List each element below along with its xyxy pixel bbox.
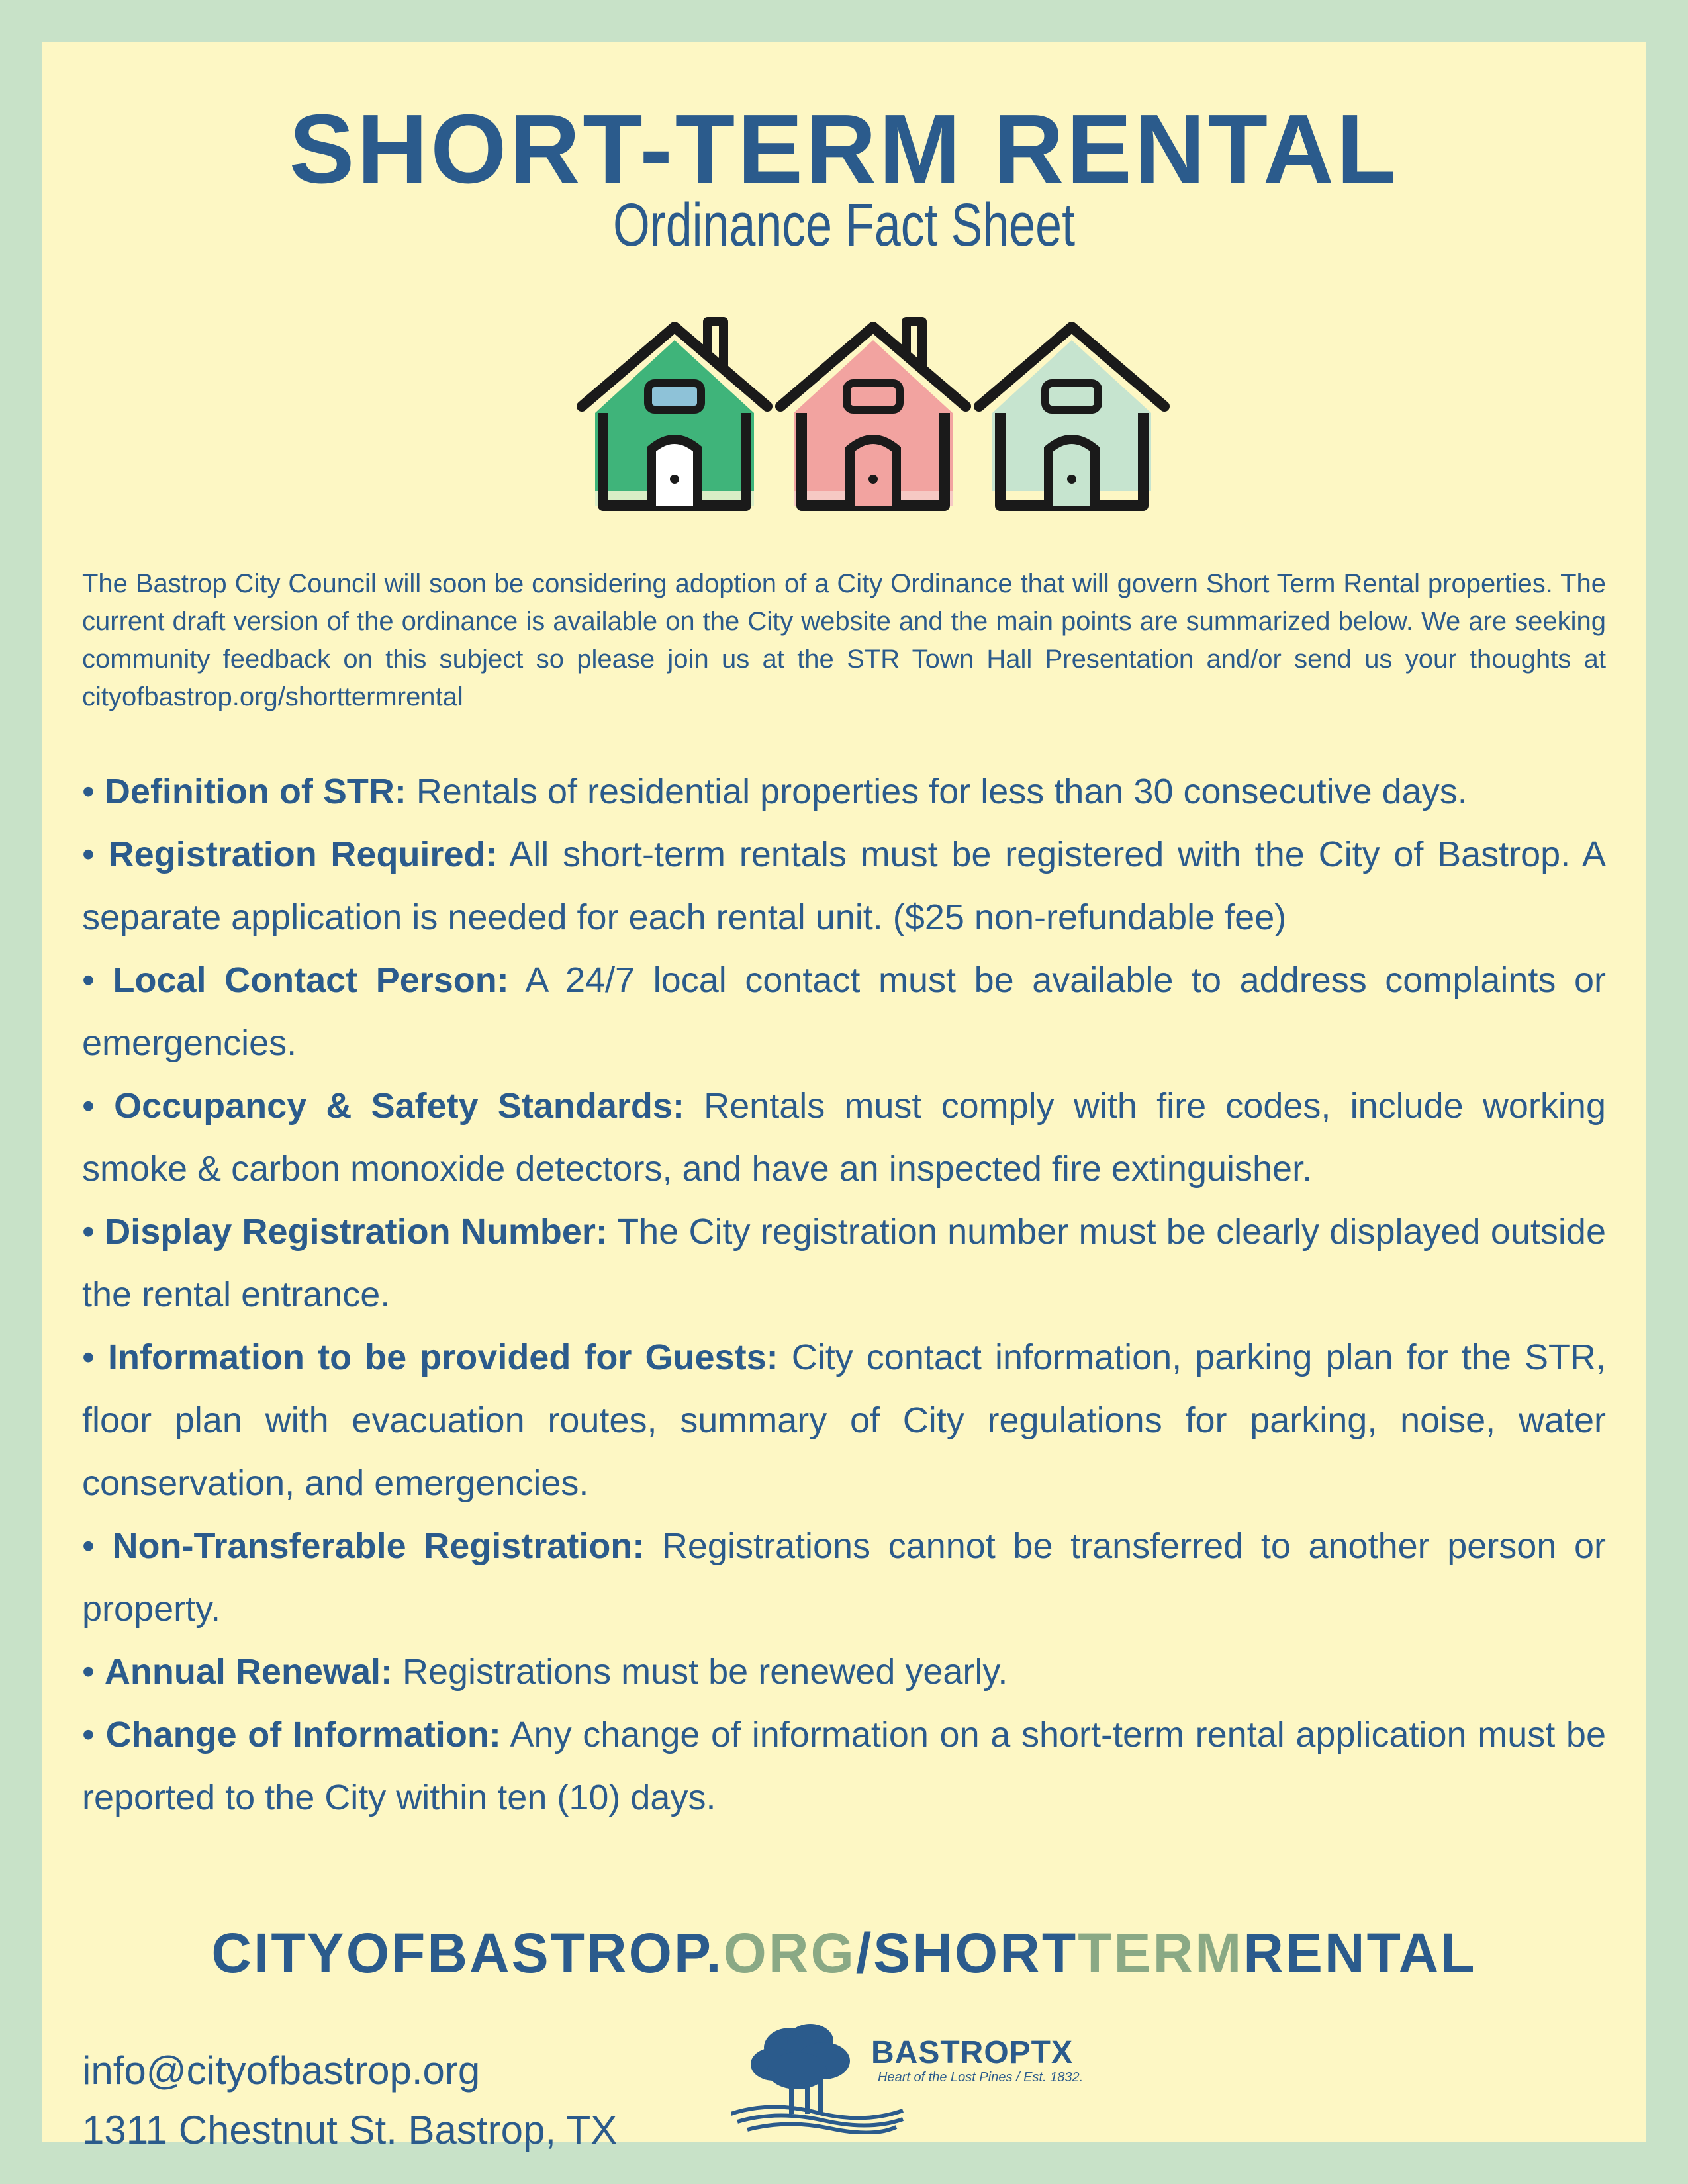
url-part: TERM — [1078, 1922, 1244, 1984]
logo-tagline: Heart of the Lost Pines / Est. 1832. — [878, 2070, 1084, 2085]
page-title: SHORT-TERM RENTAL — [289, 95, 1399, 204]
item-text: All short-term rentals must be registered with the City of Bastrop. A separate application is needed for each rental unit. ($25 non-refundable fee) — [82, 835, 1606, 937]
url-part: CITYOFBASTROP. — [211, 1922, 724, 1984]
pine-trees-icon — [751, 2024, 850, 2114]
house-green-icon — [582, 322, 767, 506]
item-lead: Registration Required: — [108, 835, 498, 874]
houses-illustration — [575, 314, 1171, 519]
address-text: 1311 Chestnut St. Bastrop, TX — [82, 2108, 618, 2152]
item-text: The City registration number must be clearly displayed outside the rental entrance. — [82, 1212, 1606, 1314]
list-item: • Change of Information: Any change of information on a short-term rental application must be reported to the City within ten (10) days. — [82, 1715, 1606, 1817]
item-lead: Occupancy & Safety Standards: — [114, 1086, 684, 1126]
item-text: Registrations cannot be transferred to another person or property. — [82, 1526, 1606, 1629]
list-item: • Display Registration Number: The City registration number must be clearly displayed outside the rental entrance. — [82, 1212, 1606, 1314]
fact-sheet-page — [42, 42, 1646, 2152]
page-subtitle: Ordinance Fact Sheet — [612, 191, 1076, 259]
website-link[interactable] — [42, 1922, 1646, 1984]
item-lead: Display Registration Number: — [105, 1212, 608, 1251]
item-lead: Annual Renewal: — [104, 1652, 393, 1692]
item-text: Rentals of residential properties for less than 30 consecutive days. — [406, 772, 1468, 811]
house-mint-icon — [979, 327, 1164, 506]
url-part: /SHORT — [855, 1922, 1078, 1984]
list-item: • Information to be provided for Guests: City contact information, parking plan for the STR, floor plan with evacuation routes, summary of City regulations for parking, noise, water conservation, and emergencies. — [82, 1338, 1606, 1503]
item-text: Registrations must be renewed yearly. — [392, 1652, 1008, 1692]
ordinance-points-list — [82, 760, 1606, 1829]
url-part: ORG — [723, 1922, 856, 1984]
item-lead: Change of Information: — [105, 1715, 501, 1754]
house-pink-icon — [780, 322, 966, 506]
river-waves-icon — [731, 2107, 903, 2132]
list-item: • Non-Transferable Registration: Registrations cannot be transferred to another person or property. — [82, 1526, 1606, 1629]
url-part: RENTAL — [1243, 1922, 1477, 1984]
item-lead: Local Contact Person: — [113, 960, 509, 1000]
list-item: • Occupancy & Safety Standards: Rentals must comply with fire codes, include working smoke & carbon monoxide detectors, and have an inspected fire extinguisher. — [82, 1086, 1606, 1189]
item-text: Rentals must comply with fire codes, include working smoke & carbon monoxide detectors, and have an inspected fire extinguisher. — [82, 1086, 1606, 1189]
item-lead: Information to be provided for Guests: — [108, 1338, 778, 1377]
item-text: Any change of information on a short-term rental application must be reported to the City within ten (10) days. — [82, 1715, 1606, 1817]
intro-paragraph: The Bastrop City Council will soon be considering adoption of a City Ordinance that will govern Short Term Rental properties. The current draft version of the ordinance is available on the City website and the main points are summarized below. We are seeking community feedback on this subject so please join us at the STR Town Hall Presentation and/or send us your thoughts at cityofbastrop.org/shorttermrental — [82, 569, 1606, 711]
email-link[interactable]: info@cityofbastrop.org — [82, 2048, 481, 2093]
list-item: • Local Contact Person: A 24/7 local contact must be available to address complaints or emergencies. — [82, 960, 1607, 1063]
list-item: • Registration Required: All short-term rentals must be registered with the City of Bastrop. A separate application is needed for each rental unit. ($25 non-refundable fee) — [82, 835, 1606, 937]
list-item: • Annual Renewal: Registrations must be renewed yearly. — [82, 1652, 1008, 1692]
contact-info — [82, 2041, 617, 2160]
item-text: A 24/7 local contact must be available to address complaints or emergencies. — [82, 960, 1607, 1063]
list-item: • Definition of STR: Rentals of residential properties for less than 30 consecutive days. — [82, 772, 1468, 811]
item-lead: Definition of STR: — [104, 772, 406, 811]
item-lead: Non-Transferable Registration: — [112, 1526, 645, 1566]
logo-name: BASTROPTX — [871, 2035, 1074, 2070]
item-text: City contact information, parking plan for the STR, floor plan with evacuation routes, summary of City regulations for parking, noise, water conservation, and emergencies. — [82, 1338, 1606, 1503]
